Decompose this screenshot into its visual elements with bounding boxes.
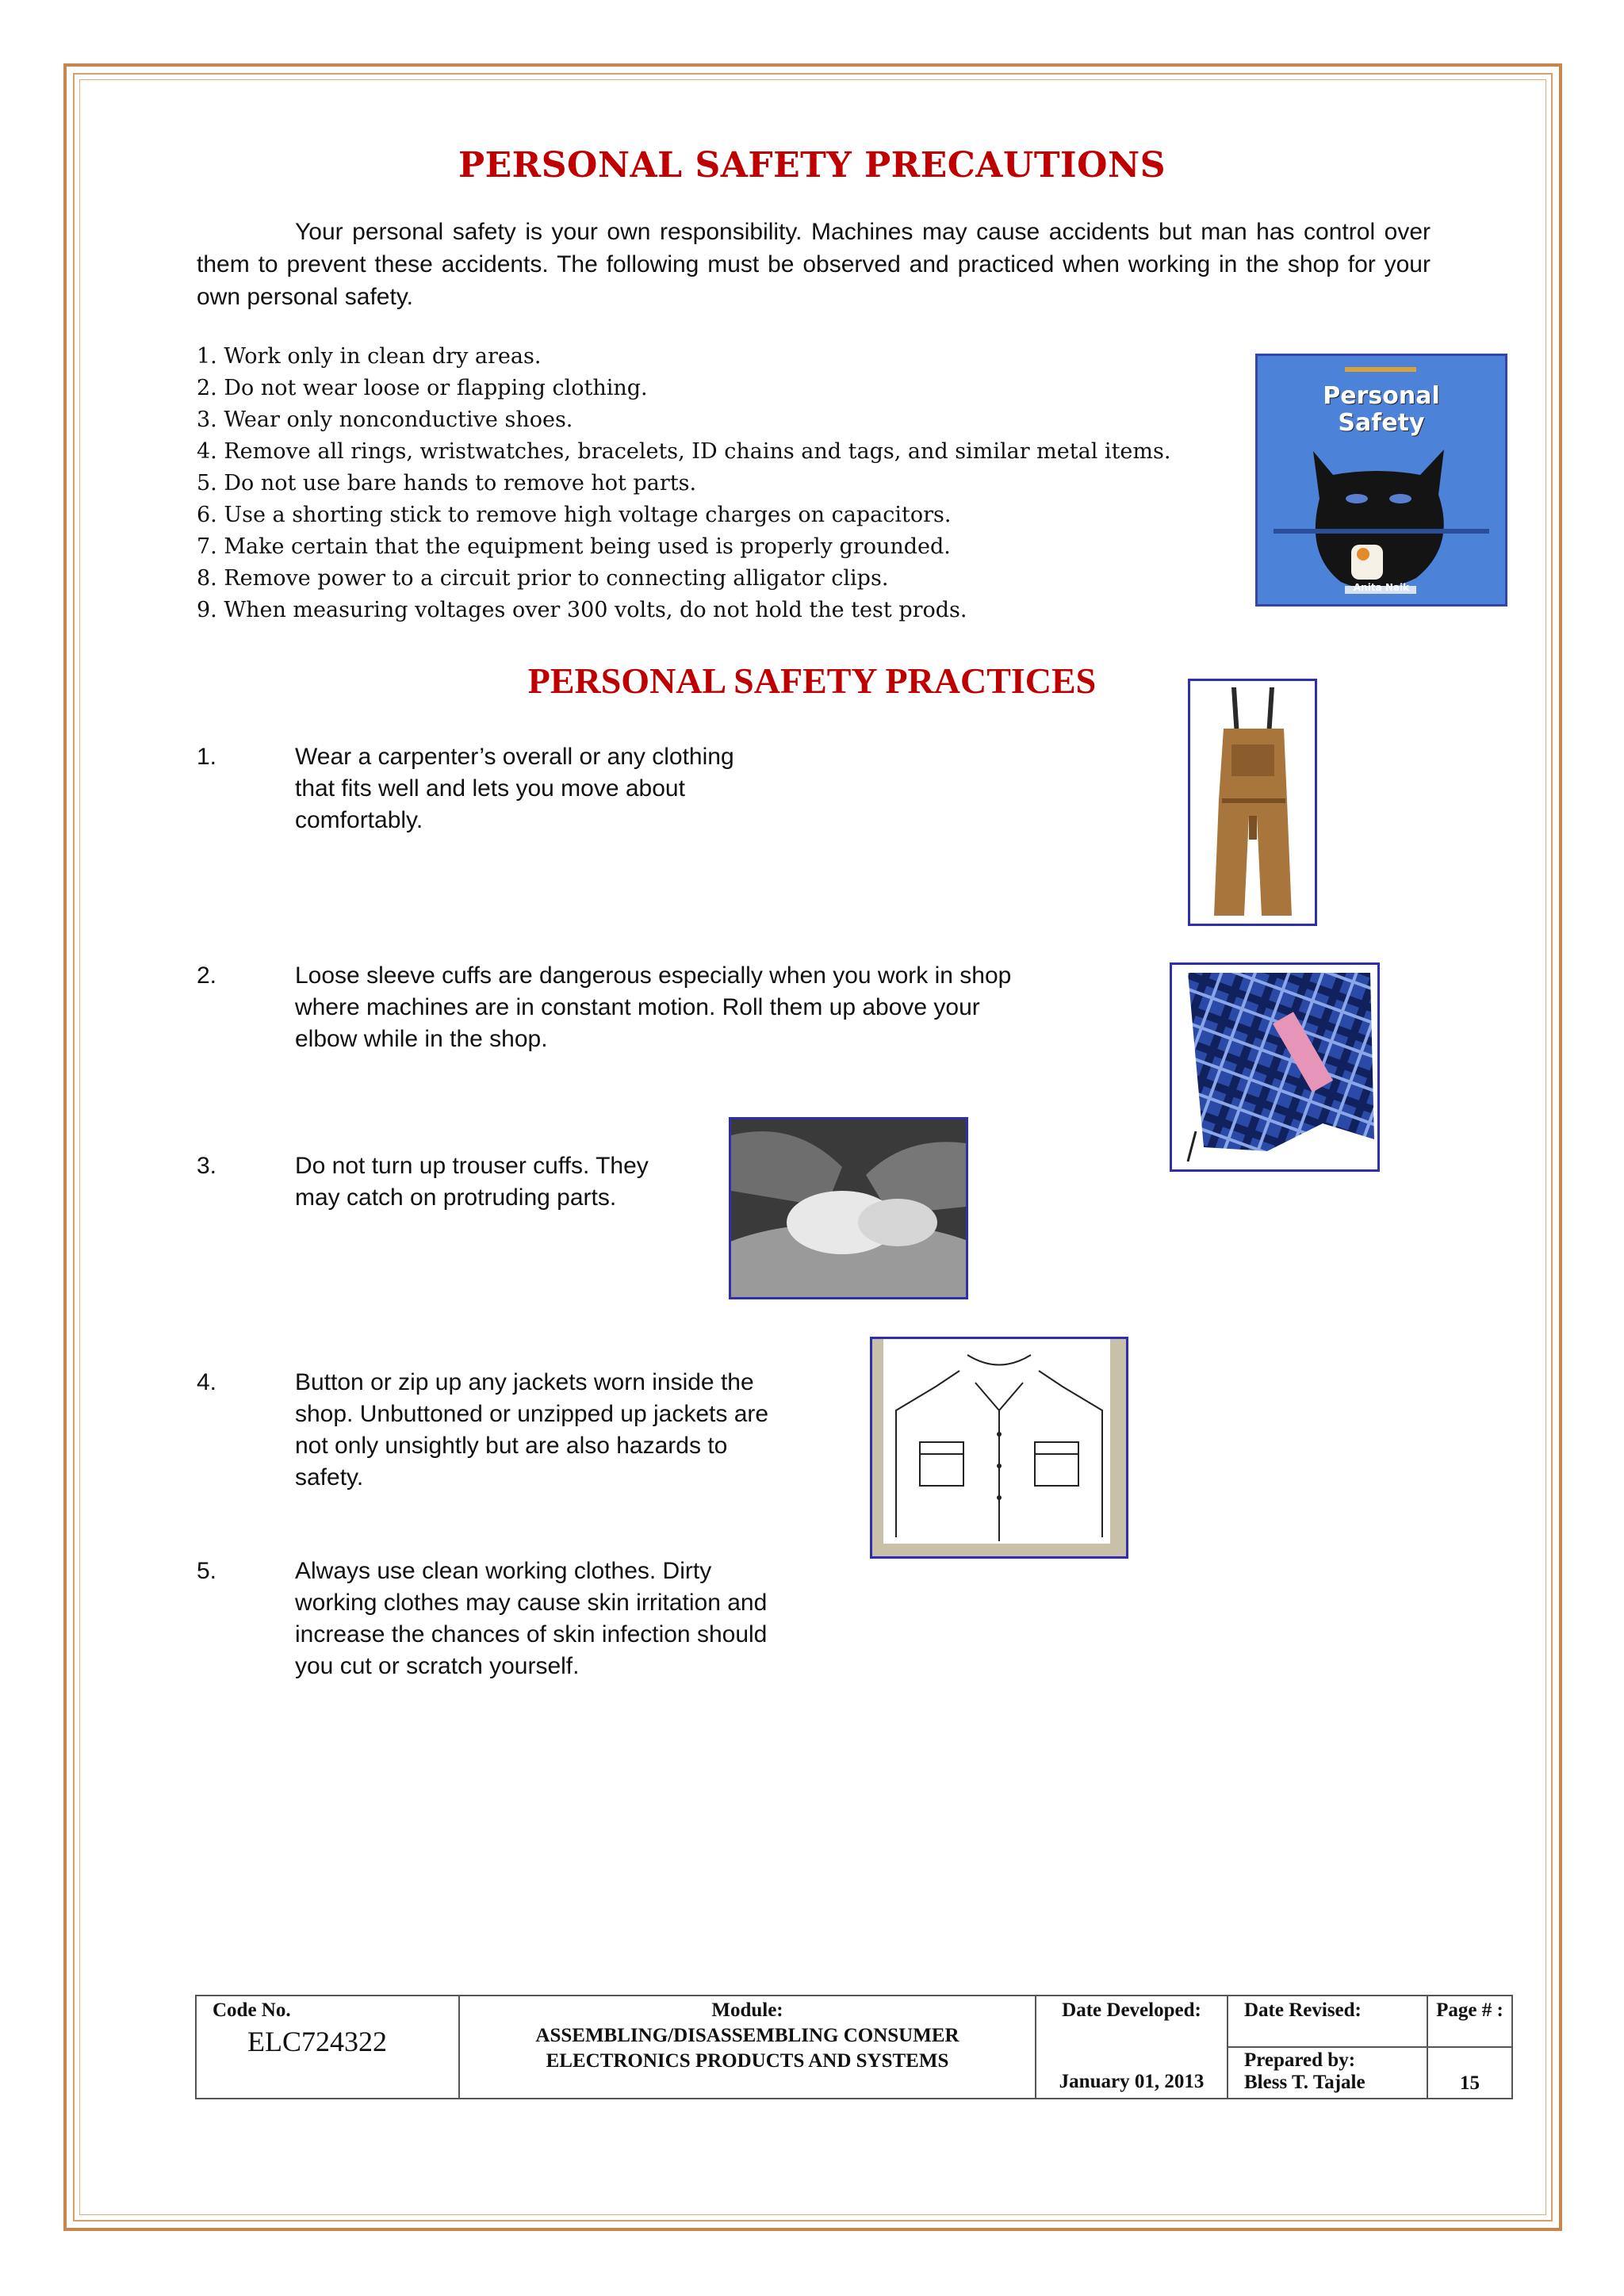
date-revised-cell: [1228, 1996, 1427, 2047]
document-footer-table: [195, 1995, 1513, 2099]
list-item: 5. Do not use bare hands to remove hot parts.: [197, 471, 697, 496]
module-line-2: ELECTRONICS PRODUCTS AND SYSTEMS: [546, 2050, 949, 2072]
date-revised-label: Date Revised:: [1244, 1999, 1362, 2021]
date-developed-label: Date Developed:: [1062, 1999, 1201, 2021]
date-developed-cell: [1036, 1996, 1228, 2099]
module-cell: [459, 1996, 1036, 2099]
prepared-by-value: Bless T. Tajale: [1244, 2072, 1365, 2093]
date-developed-value: January 01, 2013: [1059, 2071, 1205, 2092]
list-item: 4. Remove all rings, wristwatches, bracelets, ID chains and tags, and similar metal items.: [197, 439, 1171, 464]
page-number: 15: [1460, 2072, 1480, 2094]
overall-image: [1188, 679, 1317, 926]
page-number-cell: [1427, 2047, 1512, 2099]
list-item: 7. Make certain that the equipment being used is properly grounded.: [197, 534, 951, 559]
list-item: 1. Work only in clean dry areas.: [197, 344, 542, 369]
book-author: Anita Naik: [1353, 582, 1410, 593]
trouser-cuffs-image: [729, 1117, 968, 1299]
prepared-by-cell: [1228, 2047, 1427, 2099]
shirt-sketch-image: [870, 1337, 1128, 1559]
list-item: 8. Remove power to a circuit prior to connecting alligator clips.: [197, 566, 889, 591]
code-cell: [196, 1996, 459, 2099]
page-label: Page # :: [1436, 1999, 1503, 2021]
module-label: Module:: [711, 1999, 783, 2021]
shirt-sketch-icon: [872, 1339, 1126, 1556]
trouser-cuffs-icon: [731, 1119, 966, 1297]
book-title: Personal Safety: [1323, 382, 1440, 437]
list-item: 3. Wear only nonconductive shoes.: [197, 408, 573, 432]
code-label: Code No.: [213, 1999, 291, 2021]
personal-safety-book-image: [1255, 354, 1507, 607]
page-label-cell: [1427, 1996, 1512, 2047]
list-item: 2. Do not wear loose or flapping clothing.: [197, 376, 648, 400]
module-line-1: ASSEMBLING/DISASSEMBLING CONSUMER: [535, 2025, 959, 2046]
list-item: 9. When measuring voltages over 300 volts, do not hold the test prods.: [197, 598, 967, 622]
overall-icon: [1190, 681, 1315, 924]
precautions-title: PERSONAL SAFETY PRECAUTIONS: [458, 145, 1166, 186]
plaid-shirt-icon: [1172, 965, 1377, 1169]
plaid-sleeve-image: [1170, 962, 1380, 1172]
list-item: 6. Use a shorting stick to remove high voltage charges on capacitors.: [197, 503, 952, 527]
code-value: ELC724322: [247, 2026, 387, 2057]
prepared-by-label: Prepared by:: [1244, 2049, 1356, 2071]
practices-title: PERSONAL SAFETY PRACTICES: [527, 660, 1097, 701]
precautions-list: [197, 341, 1170, 626]
precautions-intro: Your personal safety is your own responsibility. Machines may cause accidents but man has control over them to prevent these accidents. The following must be observed and practiced when working in the shop for your own personal safety.: [197, 219, 1431, 310]
